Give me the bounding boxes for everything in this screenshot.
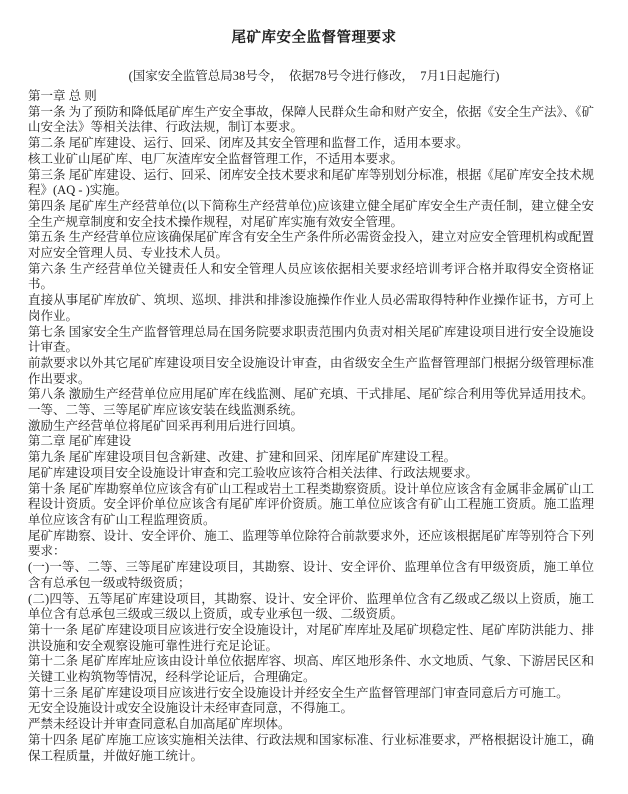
- paragraph: 第七条 国家安全生产监督管理总局在国务院要求职责范围内负责对相关尾矿库建设项目进行安全设施设计审查。: [28, 324, 594, 355]
- paragraph: 核工业矿山尾矿库、电厂灰渣库安全监督管理工作，不适用本要求。: [28, 151, 404, 166]
- paragraph: 第一条 为了预防和降低尾矿库生产安全事故，保障人民群众生命和财产安全，依据《安全生产法》、《矿山安全法》等相关法律、行政法规，制订本要求。: [28, 104, 594, 135]
- paragraph: 激励生产经营单位将尾矿回采再利用后进行回填。: [28, 418, 304, 433]
- document-title: 尾矿库安全监督管理要求: [231, 30, 397, 46]
- paragraph: 第一章 总 则: [28, 89, 97, 103]
- document-body: [28, 89, 594, 764]
- paragraph: 一等、二等、三等尾矿库应该安装在线监测系统。: [28, 403, 304, 418]
- paragraph: 第十三条 尾矿库建设项目应该进行安全设施设计并经安全生产监督管理部门审查同意后方可施工。: [28, 685, 569, 700]
- paragraph: 第五条 生产经营单位应该确保尾矿库含有安全生产条件所必需资金投入，建立对应安全管理机构或配置对应安全管理人员、专业技术人员。: [28, 230, 594, 261]
- paragraph: 第十二条 尾矿库库址应该由设计单位依据库容、坝高、库区地形条件、水文地质、气象、下游居民区和关键工业构筑物等情况，经科学论证后，合理确定。: [28, 654, 594, 685]
- document-subtitle: (国家安全监管总局38号令， 依据78号令进行修改， 7月1日起施行): [128, 69, 500, 83]
- paragraph: 尾矿库建设项目安全设施设计审查和完工验收应该符合相关法律、行政法规要求。: [28, 465, 479, 480]
- paragraph: 第二条 尾矿库建设、运行、回采、闭库及其安全管理和监督工作，适用本要求。: [28, 136, 469, 151]
- paragraph: 第九条 尾矿库建设项目包含新建、改建、扩建和回采、闭库尾矿库建设工程。: [28, 450, 457, 465]
- paragraph: 严禁未经设计并审查同意私自加高尾矿库坝体。: [28, 717, 291, 732]
- paragraph: 第十四条 尾矿库施工应该实施相关法律、行政法规和国家标准、行业标准要求，严格根据设计施工，确保工程质量，并做好施工统计。: [28, 732, 594, 763]
- paragraph: 直接从事尾矿库放矿、筑坝、巡坝、排洪和排渗设施操作作业人员必需取得特种作业操作证书，方可上岗作业。: [28, 293, 594, 323]
- paragraph: 尾矿库勘察、设计、安全评价、施工、监理等单位除符合前款要求外，还应该根据尾矿库等别符合下列要求：: [28, 528, 594, 559]
- paragraph: (一)一等、二等、三等尾矿库建设项目，其勘察、设计、安全评价、监理单位含有甲级资质，施工单位含有总承包一级或特级资质；: [28, 560, 594, 590]
- paragraph: 第四条 尾矿库生产经营单位(以下简称生产经营单位)应该建立健全尾矿库安全生产责任制，建立健全安全生产规章制度和安全技术操作规程，对尾矿库实施有效安全管理。: [28, 198, 594, 229]
- paragraph: 第二章 尾矿库建设: [28, 434, 132, 449]
- paragraph: 第三条 尾矿库建设、运行、回采、闭库安全技术要求和尾矿库等别划分标准，根据《尾矿库安全技术规程》(AQ - )实施。: [28, 167, 594, 198]
- paragraph: 第十一条 尾矿库建设项目应该进行安全设施设计，对尾矿库库址及尾矿坝稳定性、尾矿库防洪能力、排洪设施和安全观察设施可靠性进行充足论证。: [28, 622, 594, 653]
- paragraph: 无安全设施设计或安全设施设计未经审查同意，不得施工。: [28, 701, 354, 716]
- paragraph: 前款要求以外其它尾矿库建设项目安全设施设计审查，由省级安全生产监督管理部门根据分级管理标准作出要求。: [28, 355, 594, 386]
- paragraph: 第八条 激励生产经营单位应用尾矿库在线监测、尾矿充填、干式排尾、尾矿综合利用等优异适用技术。: [28, 387, 594, 402]
- paragraph: 第六条 生产经营单位关键责任人和安全管理人员应该依据相关要求经培训考评合格并取得安全资格证书。: [28, 261, 594, 292]
- paragraph: (二)四等、五等尾矿库建设项目，其勘察、设计、安全评价、监理单位含有乙级或乙级以上资质，施工单位含有总承包三级或三级以上资质，或专业承包一级、二级资质。: [28, 591, 594, 622]
- paragraph: 第十条 尾矿库勘察单位应该含有矿山工程或岩土工程类勘察资质。设计单位应该含有金属非金属矿山工程设计资质。安全评价单位应该含有尾矿库评价资质。施工单位应该含有矿山工程施工资质。施工监理单位应该含有矿山工程监理资质。: [28, 481, 594, 527]
